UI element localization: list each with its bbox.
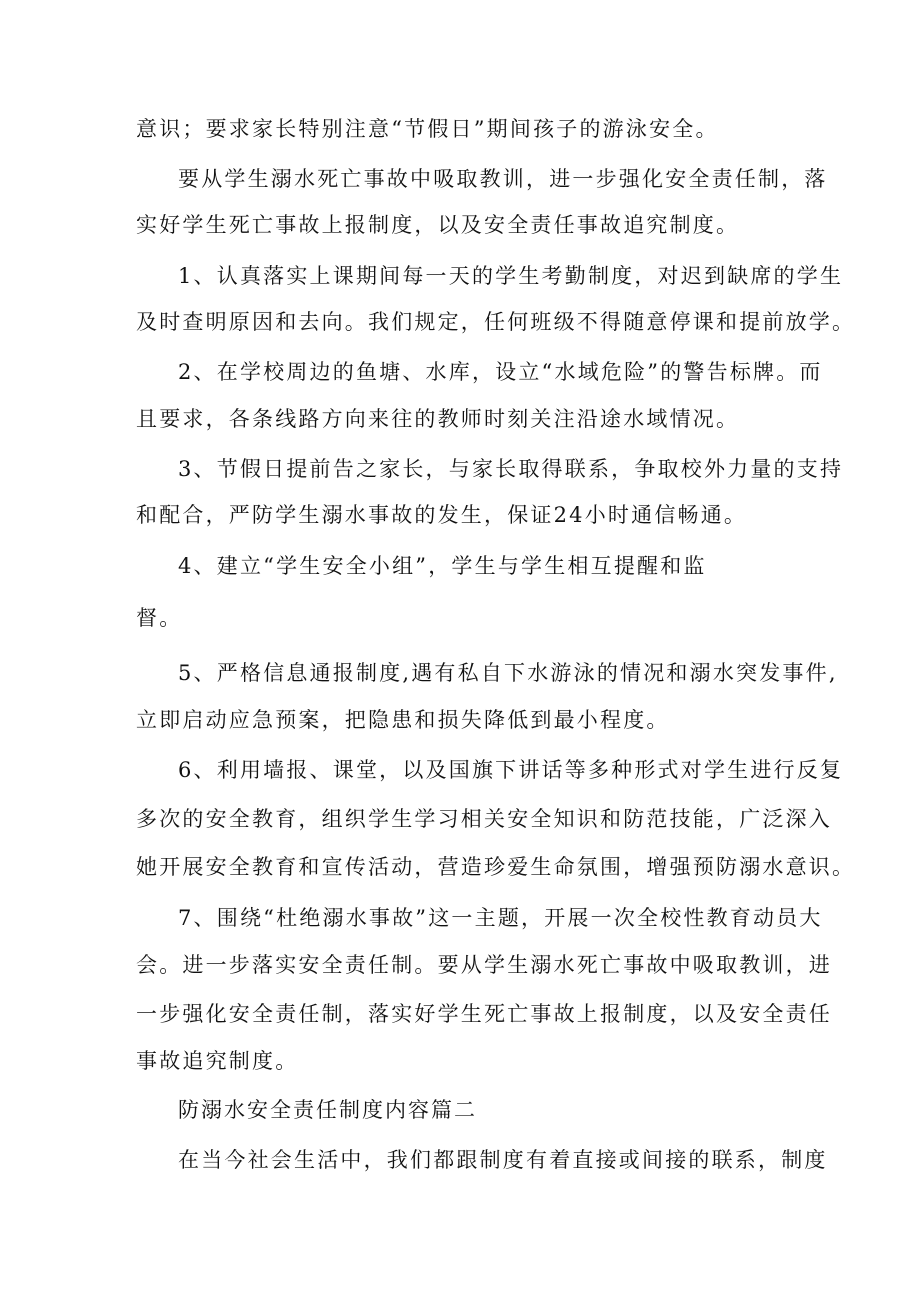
- text-line: 意识；要求家长特别注意“节假日”期间孩子的游泳安全。: [136, 117, 719, 141]
- text-line: 一步强化安全责任制，落实好学生死亡事故上报制度，以及安全责任: [136, 1002, 832, 1026]
- list-item-5-line: 5、严格信息通报制度,遇有私自下水游泳的情况和溺水突发事件,: [178, 661, 838, 685]
- text-line: 及时查明原因和去向。我们规定，任何班级不得随意停课和提前放学。: [136, 310, 856, 334]
- text-line: 多次的安全教育，组织学生学习相关安全知识和防范技能，广泛深入: [136, 807, 832, 831]
- text-line: 事故追究制度。: [136, 1049, 299, 1073]
- list-item-1-line: 1、认真落实上课期间每一天的学生考勤制度，对迟到缺席的学生: [178, 264, 844, 288]
- list-item-2-line: 2、在学校周边的鱼塘、水库，设立“水域危险”的警告标牌。而: [178, 360, 823, 384]
- text-line: 督。: [136, 606, 183, 630]
- list-item-6-line: 6、利用墙报、课堂，以及国旗下讲话等多种形式对学生进行反复: [178, 758, 844, 782]
- paragraph-first-line: 在当今社会生活中，我们都跟制度有着直接或间接的联系，制度: [178, 1148, 828, 1172]
- text-line: 且要求，各条线路方向来往的教师时刻关注沿途水域情况。: [136, 407, 740, 431]
- list-item-4-line: 4、建立“学生安全小组”，学生与学生相互提醒和监: [178, 554, 707, 578]
- text-line: 她开展安全教育和宣传活动，营造珍爱生命氛围，增强预防溺水意识。: [136, 855, 856, 879]
- list-item-7-line: 7、围绕“杜绝溺水事故”这一主题，开展一次全校性教育动员大: [178, 906, 823, 930]
- text-line: 实好学生死亡事故上报制度，以及安全责任事故追究制度。: [136, 213, 740, 237]
- list-item-3-line: 3、节假日提前告之家长，与家长取得联系，争取校外力量的支持: [178, 457, 844, 481]
- text-line: 立即启动应急预案，把隐患和损失降低到最小程度。: [136, 708, 670, 732]
- section-heading: 防溺水安全责任制度内容篇二: [178, 1098, 477, 1122]
- text-line: 和配合，严防学生溺水事故的发生，保证24小时通信畅通。: [136, 503, 748, 527]
- text-line: 会。进一步落实安全责任制。要从学生溺水死亡事故中吸取教训，进: [136, 953, 832, 977]
- paragraph-first-line: 要从学生溺水死亡事故中吸取教训，进一步强化安全责任制，落: [178, 167, 828, 191]
